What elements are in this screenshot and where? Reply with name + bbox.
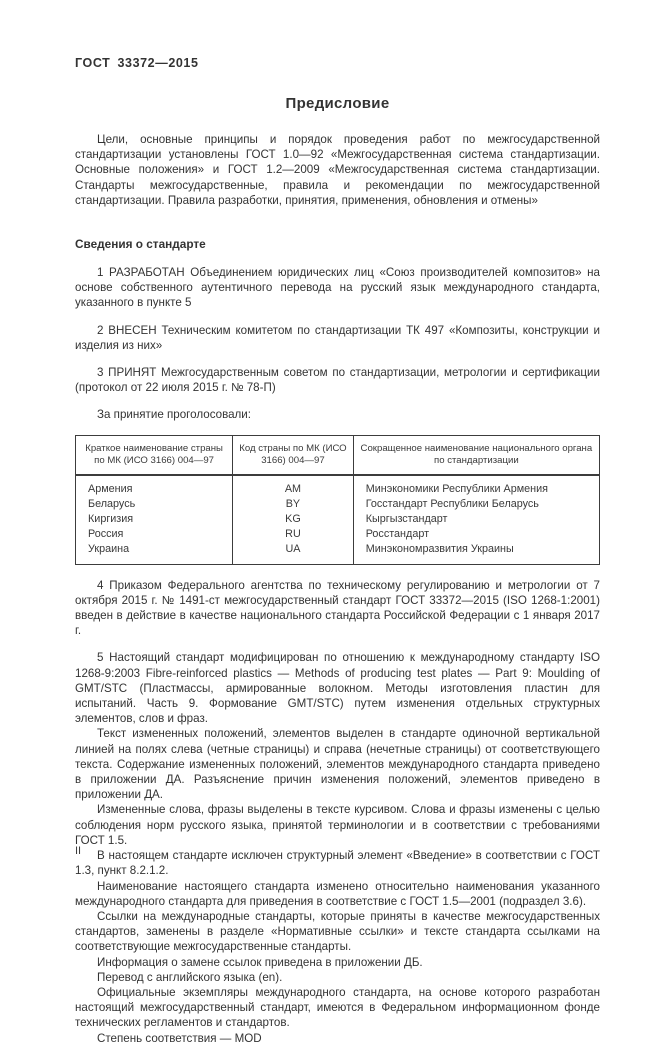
table-cell: Госстандарт Республики Беларусь [353,497,599,512]
table-cell: Минэкономики Республики Армения [353,475,599,497]
notes-block [75,726,600,1045]
col-header-code: Код страны по МК (ИСО 3166) 004—97 [233,435,354,475]
vote-table-header-row [76,435,600,475]
note-translation: Перевод с английского языка (en). [97,970,283,984]
clause-3-adopted: 3 ПРИНЯТ Межгосударственным советом по стандартизации, метрологии и сертификации (протокол от 22 июля 2015 г. № 78-П) [75,366,600,395]
table-cell: Украина [76,542,233,565]
col-header-country: Краткое наименование страны по МК (ИСО 3166) 004—97 [76,435,233,475]
table-cell: Росстандарт [353,527,599,542]
vote-intro-line: За принятие проголосовали: [97,408,252,422]
clause-4-order: 4 Приказом Федерального агентства по техническому регулированию и метрологии от 7 октября 2015 г. № 1491-ст межгосударственный стандарт ГОСТ 33372—2015 (ISO 1268-1:2001) введен в действие в качестве национального стандарта Российской Федерации с 1 января 2017 г. [75,578,600,638]
table-row [76,527,600,542]
table-cell: BY [233,497,354,512]
table-cell: UA [233,542,354,565]
table-row [76,475,600,497]
intro-paragraph: Цели, основные принципы и порядок проведения работ по межгосударственной стандартизации установлены ГОСТ 1.0—92 «Межгосударственная система стандартизации. Основные положения» и ГОСТ 1.2—2009 «Межгосударственная система стандартизации. Стандарты межгосударственные, правила и рекомендации по межгосударственной стандартизации. Правила разработки, принятия, применения, обновления и отмены» [75,133,600,207]
vote-table-body [76,475,600,565]
table-row [76,512,600,527]
page-title: Предисловие [285,95,390,112]
table-cell: AM [233,475,354,497]
table-cell: Беларусь [76,497,233,512]
note-conformity-degree: Степень соответствия — MOD [97,1031,262,1045]
table-cell: Россия [76,527,233,542]
table-row [76,542,600,565]
clause-1-developed: 1 РАЗРАБОТАН Объединением юридических лиц «Союз производителей композитов» на основе собственного аутентичного перевода на русский язык международного стандарта, указанного в пункте 5 [75,266,600,310]
doc-code: ГОСТ 33372—2015 [75,56,199,70]
table-cell: Киргизия [76,512,233,527]
table-cell: RU [233,527,354,542]
note-renamed: Наименование настоящего стандарта изменено относительно наименования указанного международного стандарта для приведения в соответствие с ГОСТ 1.5—2001 (подраздел 3.6). [75,879,600,908]
clause-5-modified: 5 Настоящий стандарт модифицирован по отношению к международному стандарту ISO 1268-9:2003 Fibre-reinforced plastics — Methods of producing test plates — Part 9: Moulding of GMT/STC (Пластмассы, армированные волокном. Методы изготовления пластин для испытаний. Часть 9. Формование GMT/STC) путем изменения отдельных структурных элементов, слов и фраз. [75,651,600,726]
table-cell: Кыргызстандарт [353,512,599,527]
table-cell: Армения [76,475,233,497]
col-header-body: Сокращенное наименование национального органа по стандартизации [353,435,599,475]
note-official-copies: Официальные экземпляры международного стандарта, на основе которого разработан настоящий межгосударственный стандарт, имеются в Федеральном информационном фонде технических регламентов и стандартов. [75,985,600,1030]
table-cell: KG [233,512,354,527]
note-replacement-info: Информация о замене ссылок приведена в приложении ДБ. [97,955,423,969]
standard-info-heading: Сведения о стандарте [75,237,206,252]
vote-table [75,435,600,565]
note-references-replaced: Ссылки на международные стандарты, которые приняты в качестве межгосударственных стандартов, заменены в разделе «Нормативные ссылки» и тексте стандарта ссылками на соответствующие межгосударственные стандарты. [75,909,600,954]
table-row [76,497,600,512]
clause-2-submitted: 2 ВНЕСЕН Техническим комитетом по стандартизации ТК 497 «Композиты, конструкции и изделия из них» [75,323,600,352]
note-italic-words: Измененные слова, фразы выделены в тексте курсивом. Слова и фразы изменены с целью соблюдения норм русского языка, принятой терминологии и в соответствии с требованиями ГОСТ 1.5. [75,803,600,847]
table-cell: Минэкономразвития Украины [353,542,599,565]
note-excluded-element: В настоящем стандарте исключен структурный элемент «Введение» в соответствии с ГОСТ 1.3, пункт 8.2.1.2. [75,849,600,878]
page-number: II [75,845,82,857]
note-changed-text: Текст измененных положений, элементов выделен в стандарте одиночной вертикальной линией на полях слева (четные страницы) и справа (нечетные страницы) от соответствующего текста. Содержание измененных положений, элементов международного стандарта приведено в приложении ДА. Разъяснение причин изменения положений, элементов приведено в приложении ДА. [75,727,600,802]
